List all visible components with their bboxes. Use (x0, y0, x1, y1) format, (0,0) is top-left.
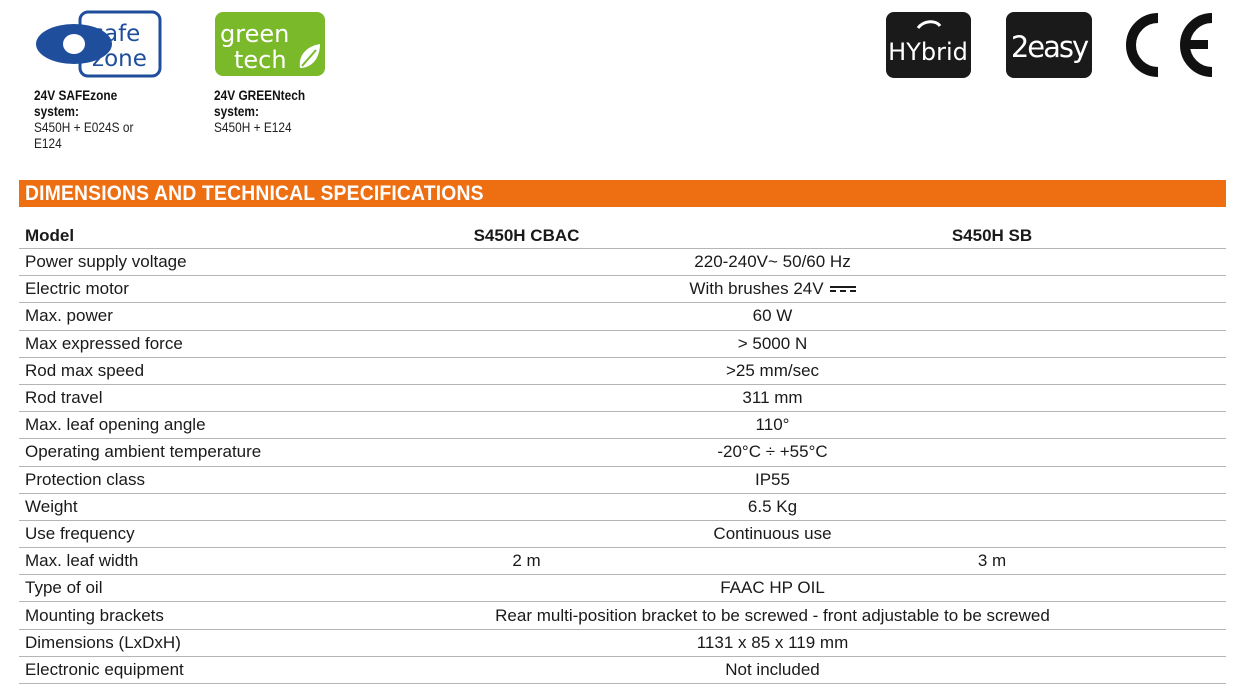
row-value: >25 mm/sec (725, 360, 820, 380)
row-value: 1131 x 85 x 119 mm (696, 632, 849, 652)
safezone-caption-sub: system: (34, 104, 79, 119)
table-row (19, 358, 1226, 385)
row-value-wrap (319, 276, 1226, 302)
table-row (19, 548, 1226, 575)
row-label: Weight (25, 496, 78, 516)
row-label: Operating ambient temperature (25, 442, 262, 462)
greentech-logo-block (214, 10, 334, 136)
row-value: 110° (755, 415, 790, 435)
specs-banner-title: DIMENSIONS AND TECHNICAL SPECIFICATIONS (25, 182, 484, 205)
safezone-logo-word1: safe (92, 21, 141, 47)
table-row (19, 467, 1226, 494)
row-value: Continuous use (713, 523, 832, 543)
row-value: 220-240V~ 50/60 Hz (694, 252, 851, 272)
table-row (19, 249, 1226, 276)
row-value: Not included (725, 659, 820, 679)
table-row (19, 575, 1226, 602)
greentech-caption-title: 24V GREENtech (214, 88, 306, 103)
twoeasy-logo-text: 2easy (1010, 30, 1088, 64)
header-col2: S450H SB (951, 226, 1033, 245)
table-row (19, 385, 1226, 412)
row-value: FAAC HP OIL (720, 578, 825, 598)
header-col1: S450H CBAC (473, 226, 580, 245)
specs-banner (19, 180, 1226, 207)
row-value: IP55 (755, 469, 790, 489)
row-label: Type of oil (25, 578, 103, 598)
dc-symbol-icon (830, 284, 856, 294)
greentech-caption-line: S450H + E124 (214, 120, 292, 135)
twoeasy-logo (1006, 12, 1092, 78)
row-value: -20°C ÷ +55°C (717, 442, 828, 462)
row-label: Mounting brackets (25, 605, 164, 625)
table-row (19, 630, 1226, 657)
row-value: 60 W (752, 306, 793, 326)
header-model-label: Model (25, 226, 75, 245)
row-label: Power supply voltage (25, 252, 187, 272)
table-row (19, 276, 1226, 303)
row-value-col2: 3 m (977, 551, 1007, 571)
row-value: > 5000 N (737, 333, 808, 353)
safezone-logo-word2: zone (92, 46, 147, 72)
greentech-caption (214, 88, 320, 136)
hybrid-logo (886, 12, 971, 78)
row-label: Max. leaf width (25, 551, 139, 571)
row-value: 311 mm (742, 388, 803, 408)
row-label: Max expressed force (25, 333, 183, 353)
row-label: Rod max speed (25, 360, 145, 380)
hybrid-logo-text: HYbrid (888, 38, 968, 66)
table-header-row (19, 224, 1226, 249)
row-label: Max. leaf opening angle (25, 415, 206, 435)
safezone-caption (34, 88, 148, 152)
row-value: 6.5 Kg (747, 496, 798, 516)
table-row (19, 331, 1226, 358)
row-label: Max. power (25, 306, 113, 326)
table-row (19, 412, 1226, 439)
safezone-caption-title: 24V SAFEzone (34, 88, 118, 103)
table-row (19, 303, 1226, 330)
greentech-caption-sub: system: (214, 104, 259, 119)
safezone-caption-line: S450H + E024S or (34, 120, 134, 135)
row-value: Rear multi-position bracket to be screwed - front adjustable to be screwed (495, 605, 1050, 625)
safezone-caption-line: E124 (34, 136, 62, 151)
row-label: Use frequency (25, 523, 135, 543)
safezone-logo (34, 10, 164, 80)
row-label: Rod travel (25, 388, 103, 408)
row-value: With brushes 24V (689, 279, 824, 299)
row-label: Protection class (25, 469, 145, 489)
row-label: Electric motor (25, 279, 129, 299)
spec-table (19, 224, 1226, 684)
greentech-logo (214, 10, 326, 80)
table-row (19, 602, 1226, 629)
ce-mark-icon (1120, 10, 1220, 80)
row-label: Electronic equipment (25, 659, 184, 679)
table-row (19, 439, 1226, 466)
row-label: Dimensions (LxDxH) (25, 632, 181, 652)
safezone-logo-block (34, 10, 164, 152)
table-row (19, 657, 1226, 684)
table-row (19, 494, 1226, 521)
greentech-logo-word1: green (220, 20, 290, 48)
row-value-col1: 2 m (512, 551, 541, 571)
table-row (19, 521, 1226, 548)
greentech-logo-word2: tech (234, 46, 287, 74)
